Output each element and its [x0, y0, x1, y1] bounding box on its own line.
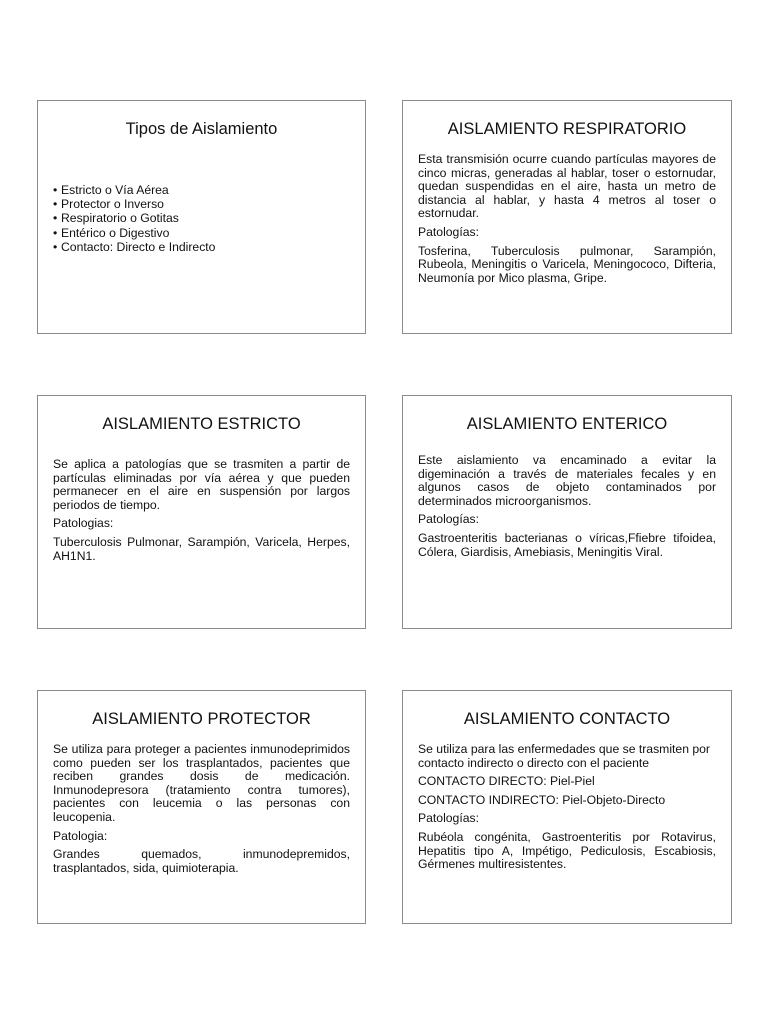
bullet-item: • Protector o Inverso [53, 197, 350, 211]
contact-indirect: CONTACTO INDIRECTO: Piel-Objeto-Directo [418, 792, 666, 807]
slide-description: Este aislamiento va encaminado a evitar la digeminación a través de materiales fecales y en algunos casos de objeto contaminados por determinados microorganismos. [418, 453, 716, 508]
slide-description: Se aplica a patologías que se trasmiten a partir de partículas eliminadas por vía aérea y que pueden permanecer en el aire en suspensión por largos periodos de tiempo. [53, 457, 350, 512]
pathologies-list: Grandes quemados, inmunodepremidos, trasplantados, sida, quimioterapia. [53, 847, 350, 875]
slide-title: AISLAMIENTO PROTECTOR [92, 710, 311, 728]
bullet-list [53, 183, 350, 254]
bullet-item: • Estricto o Vía Aérea [53, 183, 350, 197]
pathologies-heading: Patologias: [53, 516, 114, 531]
slide-description: Esta transmisión ocurre cuando partículas mayores de cinco micras, generadas al hablar, toser o estornudar, quedan suspendidas en el aire, hasta un metro de distancia al hablar, y hasta 4 metros al toser o estornudar. [418, 152, 716, 221]
bullet-item: • Respiratorio o Gotitas [53, 211, 350, 225]
pathologies-heading: Patologías: [418, 512, 479, 527]
pathologies-list: Rubéola congénita, Gastroenteritis por Rotavirus, Hepatitis tipo A, Impétigo, Pediculosis, Escabiosis, Gérmenes multiresistentes. [418, 829, 716, 872]
contact-direct: CONTACTO DIRECTO: Piel-Piel [418, 774, 595, 789]
slide-aislamiento-enterico [402, 395, 732, 629]
slide-title: AISLAMIENTO CONTACTO [463, 710, 671, 728]
slide-aislamiento-respiratorio [402, 100, 732, 334]
pathologies-heading: Patologías: [418, 811, 479, 826]
slide-aislamiento-estricto [37, 395, 366, 629]
slide-title: AISLAMIENTO ESTRICTO [102, 415, 301, 433]
pathologies-list: Gastroenteritis bacterianas o víricas,Ffiebre tifoidea, Cólera, Giardisis, Amebiasis, Meningitis Viral. [418, 530, 716, 559]
pathologies-heading: Patologia: [53, 828, 108, 843]
slide-description: Se utiliza para las enfermedades que se trasmiten por contacto indirecto o directo con el paciente [418, 742, 710, 770]
slide-aislamiento-contacto [402, 690, 732, 924]
slide-title: AISLAMIENTO ENTERICO [466, 415, 668, 433]
slide-tipos-de-aislamiento [37, 100, 366, 334]
bullet-item: • Contacto: Directo e Indirecto [53, 240, 350, 254]
pathologies-list: Tosferina, Tuberculosis pulmonar, Sarampión, Rubeola, Meningitis o Varicela, Meningococo, Difteria, Neumonía por Mico plasma, Gripe. [418, 243, 716, 285]
slide-title: AISLAMIENTO RESPIRATORIO [447, 120, 687, 138]
slide-aislamiento-protector [37, 690, 366, 924]
bullet-item: • Entérico o Digestivo [53, 226, 350, 240]
slide-description: Se utiliza para proteger a pacientes inmunodeprimidos como pueden ser los trasplantados, pacientes que reciben grandes dosis de medicación. Inmunodepresora (tratamiento contra tumores), pacientes con leucemia o las personas con leucopenia. [53, 742, 350, 824]
slide-title: Tipos de Aislamiento [125, 120, 278, 138]
pathologies-list: Tuberculosis Pulmonar, Sarampión, Varicela, Herpes, AH1N1. [53, 534, 350, 563]
pathologies-heading: Patologías: [418, 224, 479, 239]
